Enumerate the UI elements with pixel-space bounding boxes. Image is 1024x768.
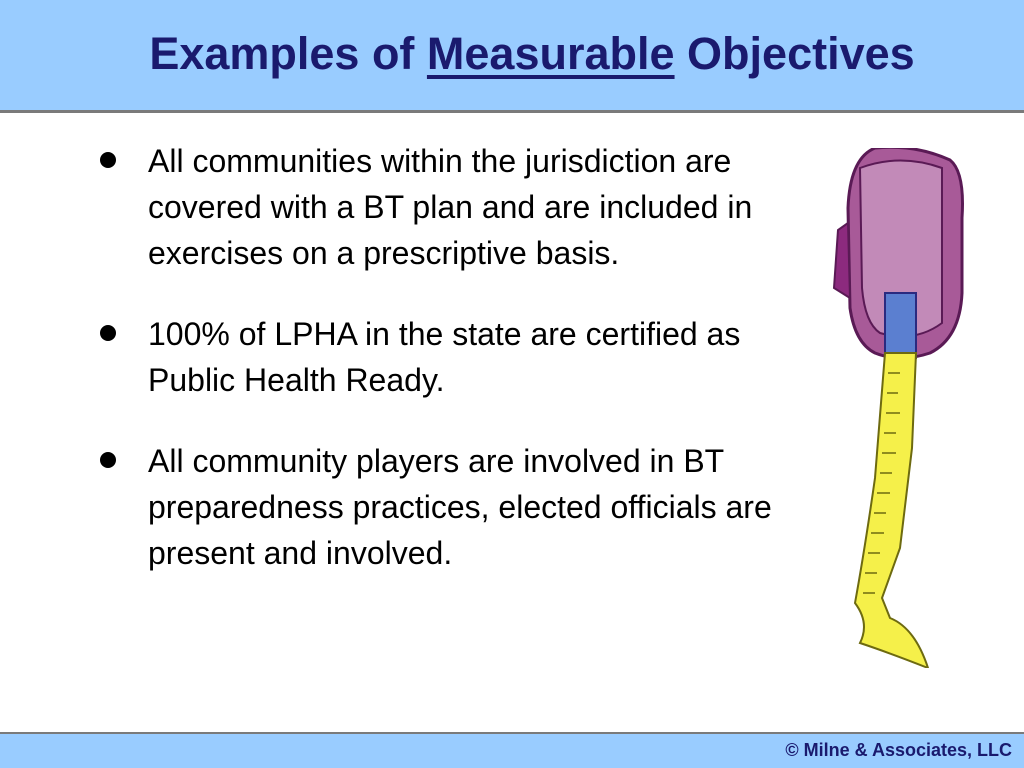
copyright-text: © Milne & Associates, LLC	[785, 740, 1012, 760]
bullet-list	[100, 138, 790, 611]
bullet-item-lpha	[100, 311, 790, 403]
slide-title	[0, 28, 1024, 80]
title-prefix: Examples of	[149, 28, 427, 79]
footer-bar	[0, 732, 1024, 768]
title-bar	[0, 0, 1024, 113]
bullet-dot-icon	[100, 325, 116, 341]
bullet-text: 100% of LPHA in the state are certified as Public Health Ready.	[148, 316, 741, 398]
title-suffix: Objectives	[674, 28, 915, 79]
bullet-item-players	[100, 438, 790, 576]
measuring-tape-graphic	[820, 148, 970, 668]
title-emphasis: Measurable	[426, 28, 675, 79]
bullet-dot-icon	[100, 452, 116, 468]
measuring-tape-icon	[820, 148, 970, 668]
bullet-text: All community players are involved in BT preparedness practices, elected officials are present and involved.	[148, 443, 772, 571]
bullet-text: All communities within the jurisdiction are covered with a BT plan and are included in exercises on a prescriptive basis.	[148, 143, 753, 271]
bullet-item-communities	[100, 138, 790, 276]
bullet-dot-icon	[100, 152, 116, 168]
